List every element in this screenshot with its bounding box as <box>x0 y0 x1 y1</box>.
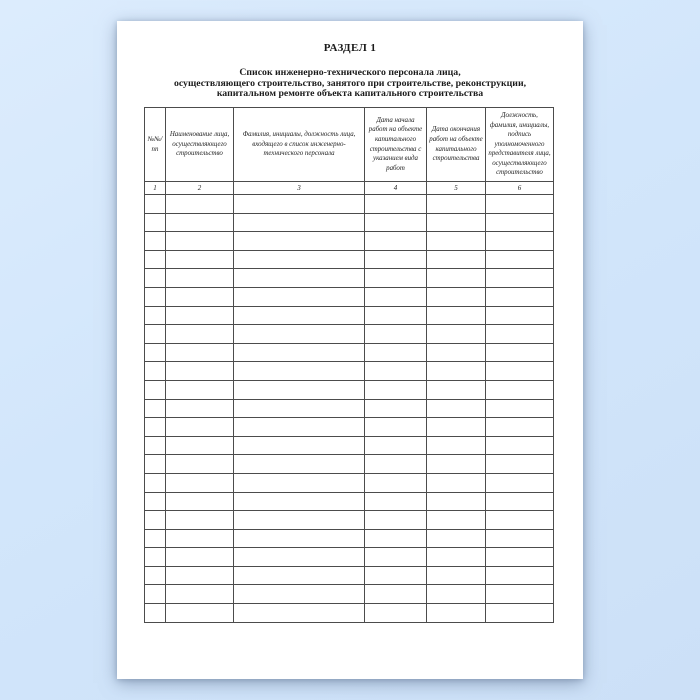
table-cell <box>166 287 234 306</box>
table-cell <box>365 436 427 455</box>
document-subtitle <box>117 68 583 100</box>
table-cell <box>166 250 234 269</box>
table-cell <box>166 473 234 492</box>
table-cell <box>486 566 554 585</box>
table-cell <box>234 306 365 325</box>
column-number-4: 4 <box>365 182 427 195</box>
table-cell <box>234 529 365 548</box>
table-cell <box>486 492 554 511</box>
table-cell <box>365 604 427 623</box>
table-row <box>145 343 554 362</box>
table-row <box>145 548 554 567</box>
table-cell <box>145 436 166 455</box>
table-cell <box>145 548 166 567</box>
subtitle-line-1: Список инженерно-технического персонала лица, <box>239 67 461 78</box>
table-cell <box>166 548 234 567</box>
table-cell <box>427 287 486 306</box>
column-header-5: Дата окончания работ на объекте капитального строительства <box>427 108 486 182</box>
table-cell <box>145 343 166 362</box>
table-cell <box>486 250 554 269</box>
table-cell <box>365 380 427 399</box>
table-cell <box>166 232 234 251</box>
personnel-table <box>144 107 554 623</box>
table-cell <box>486 529 554 548</box>
table-cell <box>486 455 554 474</box>
table-cell <box>234 418 365 437</box>
column-number-3: 3 <box>234 182 365 195</box>
table-cell <box>234 325 365 344</box>
table-cell <box>486 380 554 399</box>
table-cell <box>427 455 486 474</box>
table-cell <box>365 473 427 492</box>
table-cell <box>486 306 554 325</box>
table-cell <box>166 492 234 511</box>
table-cell <box>145 492 166 511</box>
table-cell <box>145 585 166 604</box>
column-number-6: 6 <box>486 182 554 195</box>
table-cell <box>166 418 234 437</box>
table-row <box>145 585 554 604</box>
table-cell <box>427 213 486 232</box>
table-row <box>145 511 554 530</box>
column-header-1: №№/пп <box>145 108 166 182</box>
column-number-row <box>145 182 554 195</box>
table-cell <box>365 585 427 604</box>
table-row <box>145 436 554 455</box>
table-row <box>145 287 554 306</box>
table-cell <box>486 399 554 418</box>
table-cell <box>427 325 486 344</box>
table-cell <box>427 269 486 288</box>
table-cell <box>427 492 486 511</box>
table-row <box>145 269 554 288</box>
table-cell <box>427 399 486 418</box>
table-cell <box>145 287 166 306</box>
section-title: РАЗДЕЛ 1 <box>323 42 377 54</box>
column-number-2: 2 <box>166 182 234 195</box>
table-cell <box>427 436 486 455</box>
table-cell <box>365 418 427 437</box>
table-cell <box>166 325 234 344</box>
table-row <box>145 325 554 344</box>
table-cell <box>145 418 166 437</box>
table-cell <box>234 287 365 306</box>
table-cell <box>145 566 166 585</box>
table-cell <box>166 362 234 381</box>
table-row <box>145 362 554 381</box>
table-cell <box>365 325 427 344</box>
table-cell <box>427 604 486 623</box>
table-cell <box>234 585 365 604</box>
table-cell <box>234 250 365 269</box>
table-row <box>145 195 554 214</box>
column-number-5: 5 <box>427 182 486 195</box>
table-cell <box>486 604 554 623</box>
table-cell <box>166 529 234 548</box>
table-body <box>145 182 554 623</box>
table-cell <box>365 195 427 214</box>
table-cell <box>427 548 486 567</box>
table-cell <box>486 232 554 251</box>
table-cell <box>365 213 427 232</box>
table-cell <box>486 213 554 232</box>
table-cell <box>234 343 365 362</box>
subtitle-line-3: капитальном ремонте объекта капитального строительства <box>216 88 484 100</box>
column-header-4: Дата начала работ на объекте капитального строительства с указанием вида работ <box>365 108 427 182</box>
table-cell <box>234 362 365 381</box>
table-cell <box>486 362 554 381</box>
table-cell <box>234 195 365 214</box>
table-cell <box>234 511 365 530</box>
table-cell <box>145 195 166 214</box>
table-cell <box>145 529 166 548</box>
table-cell <box>234 566 365 585</box>
table-cell <box>427 418 486 437</box>
column-header-6: Должность, фамилия, инициалы, подпись уполномоченного представителя лица, осуществляющего строительство <box>486 108 554 182</box>
table-row <box>145 232 554 251</box>
table-cell <box>427 362 486 381</box>
table-cell <box>145 325 166 344</box>
table-cell <box>365 306 427 325</box>
table-cell <box>365 269 427 288</box>
table-cell <box>145 362 166 381</box>
table-cell <box>166 511 234 530</box>
table-row <box>145 399 554 418</box>
table-row <box>145 418 554 437</box>
table-cell <box>145 604 166 623</box>
table-cell <box>365 232 427 251</box>
table-cell <box>486 511 554 530</box>
table-cell <box>365 566 427 585</box>
table-cell <box>234 604 365 623</box>
table-row <box>145 473 554 492</box>
table-cell <box>166 213 234 232</box>
table-cell <box>486 585 554 604</box>
table-cell <box>486 269 554 288</box>
table-cell <box>486 287 554 306</box>
header-row <box>145 108 554 182</box>
table-cell <box>166 604 234 623</box>
table-row <box>145 529 554 548</box>
table-cell <box>166 343 234 362</box>
table-cell <box>145 380 166 399</box>
table-cell <box>427 473 486 492</box>
table-cell <box>145 455 166 474</box>
table-cell <box>234 232 365 251</box>
table-row <box>145 250 554 269</box>
column-number-1: 1 <box>145 182 166 195</box>
table-cell <box>145 269 166 288</box>
table-cell <box>365 455 427 474</box>
table-cell <box>365 492 427 511</box>
table-cell <box>145 306 166 325</box>
table-cell <box>486 195 554 214</box>
table-cell <box>145 399 166 418</box>
table-cell <box>427 585 486 604</box>
table-header <box>145 108 554 182</box>
table-cell <box>427 380 486 399</box>
table-cell <box>234 455 365 474</box>
table-cell <box>234 380 365 399</box>
table-cell <box>365 343 427 362</box>
table-cell <box>166 436 234 455</box>
table-cell <box>234 492 365 511</box>
table-cell <box>166 455 234 474</box>
table-cell <box>365 287 427 306</box>
table-cell <box>365 529 427 548</box>
table-row <box>145 604 554 623</box>
table-cell <box>365 399 427 418</box>
table-row <box>145 566 554 585</box>
table-cell <box>145 473 166 492</box>
table-cell <box>166 585 234 604</box>
table-cell <box>166 306 234 325</box>
table-row <box>145 455 554 474</box>
table-cell <box>166 195 234 214</box>
table-cell <box>427 195 486 214</box>
table-row <box>145 306 554 325</box>
table-row <box>145 213 554 232</box>
table-cell <box>145 213 166 232</box>
table-cell <box>365 362 427 381</box>
table-cell <box>145 232 166 251</box>
table-cell <box>365 250 427 269</box>
table-cell <box>234 473 365 492</box>
table-cell <box>486 473 554 492</box>
table-cell <box>166 566 234 585</box>
table-cell <box>486 548 554 567</box>
table-cell <box>427 511 486 530</box>
table-cell <box>486 436 554 455</box>
table-cell <box>234 399 365 418</box>
table-cell <box>234 548 365 567</box>
table-cell <box>486 418 554 437</box>
table-cell <box>427 250 486 269</box>
table-cell <box>486 343 554 362</box>
table-cell <box>166 380 234 399</box>
table-cell <box>145 511 166 530</box>
table-cell <box>427 343 486 362</box>
table-cell <box>427 232 486 251</box>
table-cell <box>166 269 234 288</box>
table-cell <box>234 213 365 232</box>
table-cell <box>234 269 365 288</box>
table-row <box>145 380 554 399</box>
table-cell <box>486 325 554 344</box>
table-cell <box>427 566 486 585</box>
column-header-2: Наименование лица, осуществляющего строительство <box>166 108 234 182</box>
table-cell <box>145 250 166 269</box>
table-cell <box>234 436 365 455</box>
document-page <box>117 21 583 679</box>
table-cell <box>365 511 427 530</box>
column-header-3: Фамилия, инициалы, должность лица, входящего в список инженерно-технического персонала <box>234 108 365 182</box>
table-row <box>145 492 554 511</box>
table-cell <box>166 399 234 418</box>
subtitle-line-2: осуществляющего строительство, занятого при строительстве, реконструкции, <box>173 77 527 89</box>
table-cell <box>427 306 486 325</box>
table-cell <box>427 529 486 548</box>
table-cell <box>365 548 427 567</box>
